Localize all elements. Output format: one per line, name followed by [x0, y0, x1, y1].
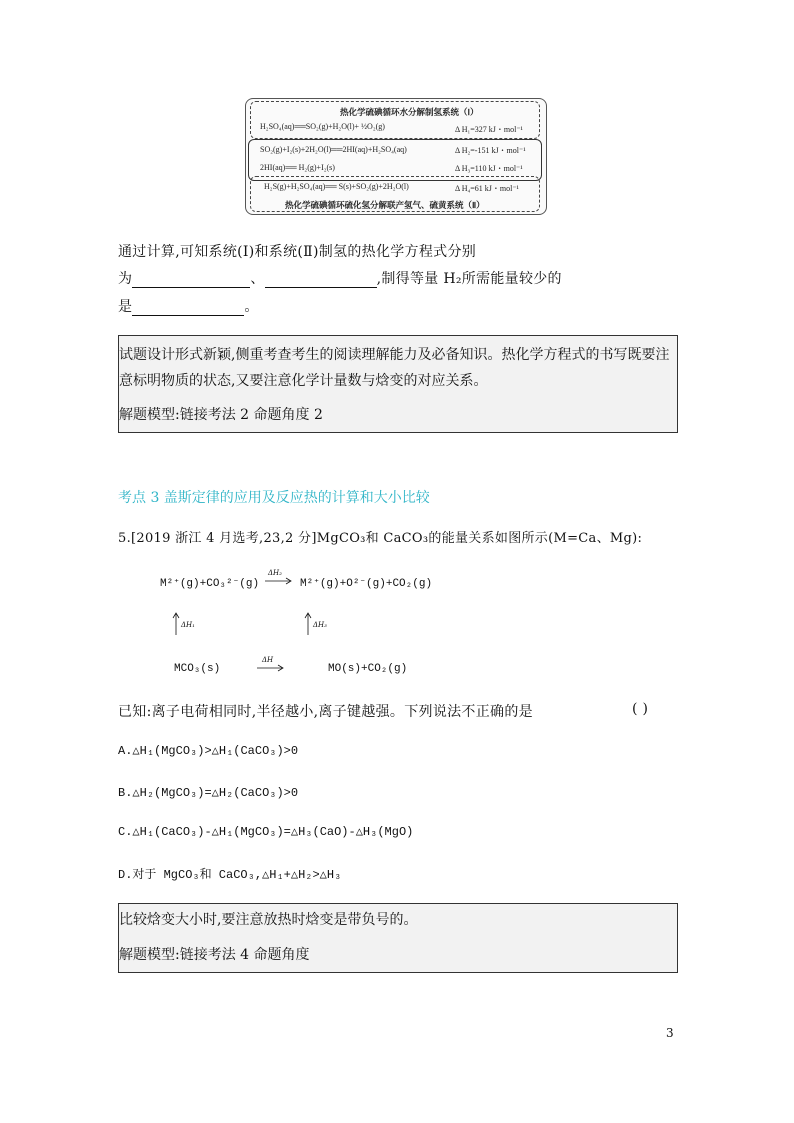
diagram-bottom-arrow-label: ΔH: [262, 656, 274, 664]
figure-eq3: 2HI(aq)══ H₂(g)+I₂(s): [260, 163, 335, 172]
diagram-right-arrow-label: ΔH₃: [313, 621, 327, 629]
answer-blank-1[interactable]: [132, 273, 250, 288]
figure-eq2: SO₂(g)+I₂(s)+2H₂O(l)══2HI(aq)+H₂SO₄(aq): [260, 145, 407, 154]
answer-blank-2[interactable]: [265, 273, 377, 288]
q4-line2: [118, 268, 562, 288]
figure-dh4: Δ H₄=61 kJ・mol⁻¹: [455, 184, 519, 193]
note2-line2: 解题模型:链接考法 4 命题角度: [119, 947, 310, 963]
q4-suffix: ,制得等量 H₂所需能量较少的: [376, 271, 562, 287]
q5-stem: 5.[2019 浙江 4 月选考,23,2 分]MgCO₃和 CaCO₃的能量关系如图所示(M=Ca、Mg):: [118, 531, 643, 546]
note1-line3: 解题模型:链接考法 2 命题角度 2: [119, 407, 323, 423]
figure-dh3: Δ H₃=110 kJ・mol⁻¹: [455, 164, 523, 173]
right-arrow-icon: [264, 577, 294, 585]
note-box-2: [118, 903, 678, 973]
diagram-top-right: M²⁺(g)+O²⁻(g)+CO₂(g): [300, 578, 433, 590]
note2-line1: 比较焓变大小时,要注意放热时焓变是带负号的。: [119, 912, 418, 928]
figure-bottom-title: 热化学硫碘循环硫化氢分解联产氢气、硫黄系统（Ⅱ）: [285, 200, 485, 210]
up-arrow-icon: [304, 612, 312, 636]
q4-separator: 、: [250, 271, 265, 287]
section-3-heading: 考点 3 盖斯定律的应用及反应热的计算和大小比较: [118, 490, 430, 506]
figure-dh2: Δ H₂=-151 kJ・mol⁻¹: [455, 146, 526, 155]
note1-line1: 试题设计形式新颖,侧重考查考生的阅读理解能力及必备知识。热化学方程式的书写既要注: [119, 347, 670, 363]
diagram-bottom-right: MO(s)+CO₂(g): [328, 663, 408, 675]
option-a[interactable]: A.△H₁(MgCO₃)>△H₁(CaCO₃)>0: [118, 744, 299, 758]
figure-eq1: H₂SO₄(aq)══SO₂(g)+H₂O(l)+ ½O₂(g): [260, 122, 385, 131]
q4-prefix: 为: [118, 271, 133, 287]
q4-line3-prefix: 是: [118, 299, 133, 315]
q4-line3: [118, 296, 259, 316]
q4-line1: 通过计算,可知系统(Ⅰ)和系统(Ⅱ)制氢的热化学方程式分别: [118, 244, 477, 260]
q4-line3-suffix: 。: [244, 299, 259, 315]
option-c[interactable]: C.△H₁(CaCO₃)-△H₁(MgCO₃)=△H₃(CaO)-△H₃(MgO): [118, 825, 414, 839]
page-number: 3: [666, 1026, 674, 1040]
note1-line2: 意标明物质的状态,又要注意化学计量数与焓变的对应关系。: [119, 373, 488, 389]
answer-blank-3[interactable]: [132, 301, 244, 316]
note-box-1: [118, 335, 678, 433]
figure-dh1: Δ H₁=327 kJ・mol⁻¹: [455, 125, 523, 134]
diagram-top-left: M²⁺(g)+CO₃²⁻(g): [160, 578, 260, 590]
answer-bracket[interactable]: ( ): [632, 701, 649, 717]
up-arrow-icon: [172, 612, 180, 636]
right-arrow-icon: [256, 664, 286, 672]
option-d[interactable]: D.对于 MgCO₃和 CaCO₃,△H₁+△H₂>△H₃: [118, 868, 342, 882]
q5-known: 已知:离子电荷相同时,半径越小,离子键越强。下列说法不正确的是: [118, 704, 533, 720]
diagram-top-arrow-label: ΔH₂: [268, 569, 282, 577]
option-b[interactable]: B.△H₂(MgCO₃)=△H₂(CaCO₃)>0: [118, 786, 299, 800]
diagram-left-arrow-label: ΔH₁: [181, 621, 195, 629]
figure-eq4: H₂S(g)+H₂SO₄(aq)══ S(s)+SO₂(g)+2H₂O(l): [264, 182, 409, 191]
diagram-bottom-left: MCO₃(s): [174, 663, 221, 675]
figure-top-title: 热化学硫碘循环水分解制氢系统（Ⅰ）: [340, 107, 479, 117]
